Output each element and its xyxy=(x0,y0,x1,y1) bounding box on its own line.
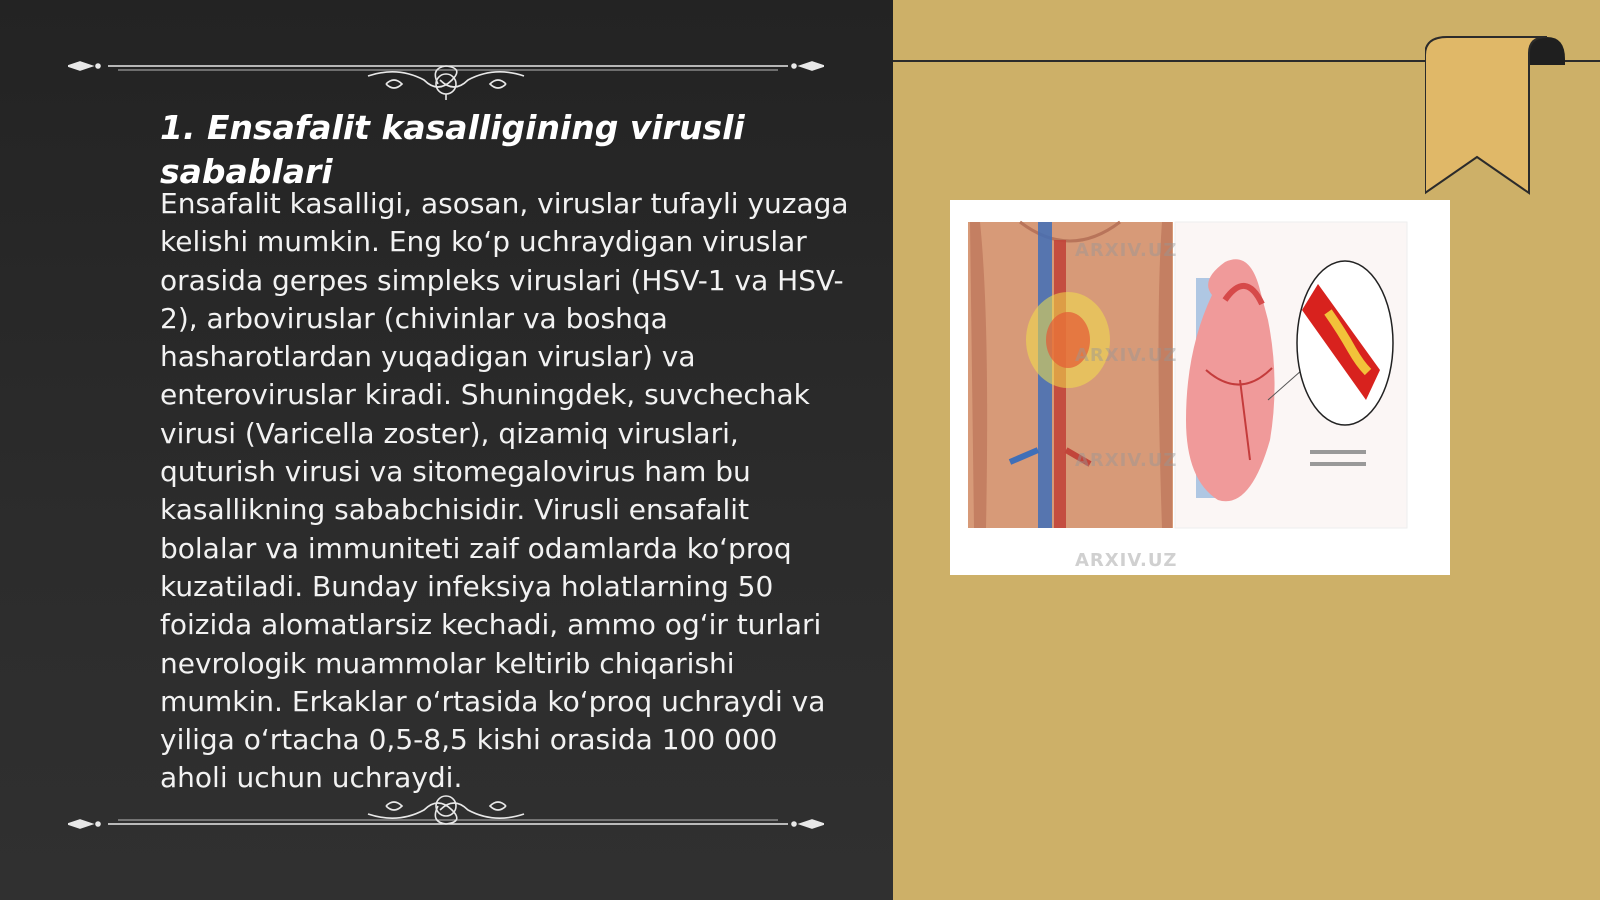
anatomy-figure xyxy=(950,200,1450,575)
watermark-text: ARXIV.UZ xyxy=(1075,550,1178,571)
bookmark-ribbon-icon xyxy=(1425,35,1585,200)
slide-body-text: Ensafalit kasalligi, asosan, viruslar tufayli yuzaga kelishi mumkin. Eng ko‘p uchraydigan viruslar orasida gerpes simpleks viruslari (HSV-1 va HSV-2), arboviruslar (chivinlar va boshqa hasharotlardan yuqadigan viruslar) va enteroviruslar kiradi. Shuningdek, suvchechak virusi (Varicella zoster), qizamiq viruslari, quturish virusi va sitomegalovirus ham bu kasallikning sababchisidir. Virusli ensafalit bolalar va immuniteti zaif odamlarda ko‘proq kuzatiladi. Bunday infeksiya holatlarning 50 foizida alomatlarsiz kechadi, ammo og‘ir turlari nevrologik muammolar keltirib chiqarishi mumkin. Erkaklar o‘rtasida ko‘proq uchraydi va yiliga o‘rtacha 0,5-8,5 kishi orasida 100 000 aholi uchun uchraydi. xyxy=(160,187,849,795)
watermark-text: ARXIV.UZ xyxy=(1075,345,1178,366)
heart-anatomy-illustration xyxy=(950,200,1450,575)
top-ornament-divider xyxy=(68,40,824,100)
watermark-text: ARXIV.UZ xyxy=(1075,450,1178,471)
slide-title: 1. Ensafalit kasalligining virusli sabablari xyxy=(160,108,745,191)
watermark-text: ARXIV.UZ xyxy=(1075,240,1178,261)
bottom-ornament-divider xyxy=(68,784,824,844)
